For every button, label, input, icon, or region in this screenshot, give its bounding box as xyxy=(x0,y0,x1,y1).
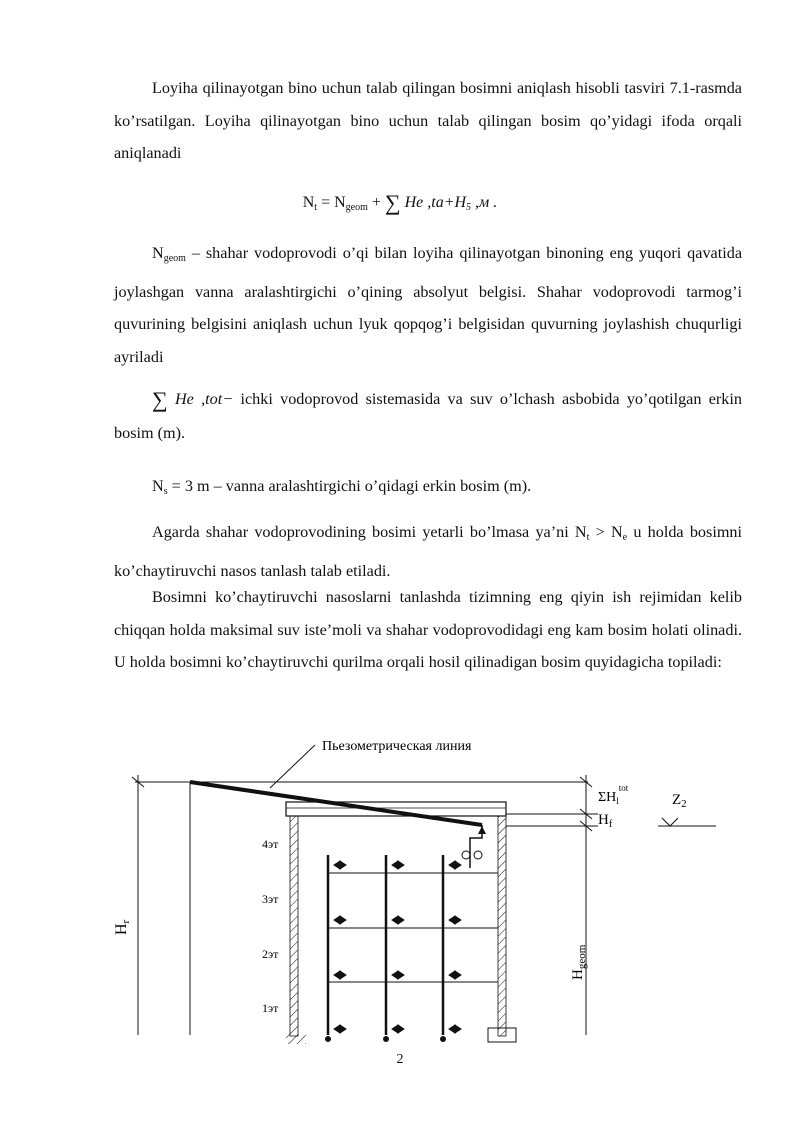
floor-label-4: 4эт xyxy=(262,837,279,851)
critical-fixture-mark xyxy=(478,826,486,834)
formula-plus: + xyxy=(367,194,385,211)
building-pressure-diagram xyxy=(110,730,730,1050)
left-wall xyxy=(290,816,298,1036)
ngeom-text: – shahar vodoprovodi o’qi bilan loyiha qilinayotgan binoning eng yuqori qavatida joylashgan vanna aralashtirgichi o’qining absolyut belgisi. Shahar vodoprovodi tarmog’i quvurining belgisini aniqlash uchun lyuk qopqog’i belgisidan quvurning joylashish chuqurligi ayriladi xyxy=(114,244,742,366)
formula-geom-sub: geom xyxy=(345,202,368,213)
hgeom-label: $H_{geom}$ xyxy=(570,944,588,980)
ns-text: = 3 m – vanna aralashtirgichi o’qidagi erkin bosim (m). xyxy=(167,477,532,495)
formula-lhs-sub: t xyxy=(314,202,318,213)
ngeom-sub: geom xyxy=(163,253,186,264)
floor-label-2: 2эт xyxy=(262,947,279,961)
piezometric-line xyxy=(190,782,482,825)
formula-terms: He ,ta+H xyxy=(404,194,467,211)
sum-he-formula: He ,tot− xyxy=(174,390,234,408)
pump-cond-c: u holda bosimni ko’chaytiruvchi nasos tanlash talab etiladi. xyxy=(114,523,742,580)
formula-sigma: ∑ xyxy=(384,190,401,215)
hf-label: $H_f$ xyxy=(598,812,613,830)
paragraph-ngeom xyxy=(114,237,742,373)
piezometric-label: Пьезометрическая линия xyxy=(322,739,472,754)
pump-cond-b: > N xyxy=(589,523,623,541)
right-wall xyxy=(498,816,506,1036)
pump-cond-sub1: t xyxy=(586,532,590,543)
paragraph-intro: Loyiha qilinayotgan bino uchun talab qilingan bosimni aniqlash hisobli tasviri 7.1-rasmda ko’rsatilgan. Loyiha qilinayotgan bino uchun talab qilingan bosim qo’yidagi ifoda orqali aniqlanadi xyxy=(114,79,742,162)
paragraph-sum-he xyxy=(114,383,742,449)
paragraph-pump-selection: Bosimni ko’chaytiruvchi nasoslarni tanlashda tizimning eng qiyin ish rejimidan kelib chiqqan holda maksimal suv iste’moli va shahar vodoprovodidagi eng kam bosim holati olinadi. U holda bosimni ko’chaytiruvchi qurilma orqali hosil qilinadigan bosim quyidagicha topiladi: xyxy=(114,588,742,671)
sum-h-tot-label: $\Sigma H_l^{tot}$ xyxy=(598,783,629,806)
z2-label: $Z_2$ xyxy=(672,792,687,810)
paragraph-ns xyxy=(114,470,742,509)
sum-he-sigma: ∑ xyxy=(152,387,168,412)
ns-symbol: N xyxy=(152,477,164,495)
sum-he-text: ichki vodoprovod sistemasida va suv o’lchash asbobida yo’qotilgan erkin bosim (m). xyxy=(114,390,742,442)
floor-label-1: 1эт xyxy=(262,1001,279,1015)
pressure-formula xyxy=(0,190,800,216)
pump-cond-a: Agarda shahar vodoprovodining bosimi yetarli bo’lmasa ya’ni N xyxy=(152,523,587,541)
pump-cond-sub2: e xyxy=(622,532,628,543)
formula-h-sub: 5 xyxy=(466,202,472,213)
floor-label-3: 3эт xyxy=(262,892,279,906)
formula-tail: ,м . xyxy=(471,194,498,211)
formula-lhs: N xyxy=(302,194,315,211)
formula-eq: = N xyxy=(317,194,346,211)
page-number: 2 xyxy=(396,1052,404,1067)
ngeom-symbol: N xyxy=(152,244,164,262)
paragraph-pump-condition xyxy=(114,516,742,587)
ns-sub: s xyxy=(163,486,168,497)
hr-label: Hr xyxy=(113,919,132,935)
